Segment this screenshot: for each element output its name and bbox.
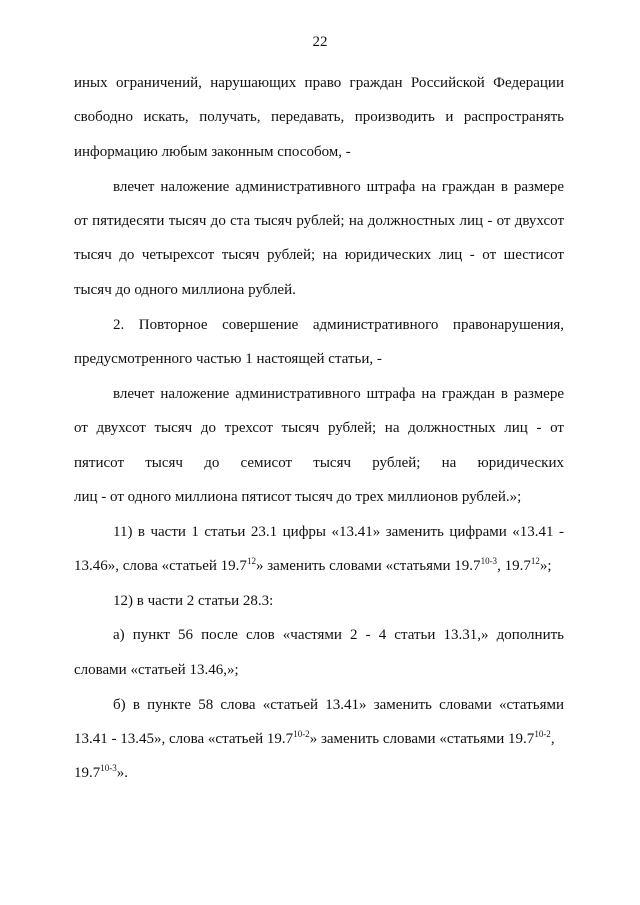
text-line: иных ограничений, нарушающих право граждан Российской Федерации bbox=[74, 75, 564, 91]
text-line: от двухсот тысяч до трехсот тысяч рублей; на должностных лиц - от bbox=[74, 420, 564, 436]
text-segment: 13.41 - 13.45», слова «статьей 19.7 bbox=[74, 731, 294, 747]
text-line: б) в пункте 58 слова «статьей 13.41» заменить словами «статьями bbox=[113, 697, 564, 713]
page-number: 22 bbox=[312, 34, 328, 50]
superscript: 10-3 bbox=[100, 763, 117, 773]
text-line: информацию любым законным способом, - bbox=[74, 144, 351, 160]
superscript: 12 bbox=[530, 556, 540, 566]
superscript: 10-2 bbox=[534, 729, 551, 739]
text-line: влечет наложение административного штрафа на граждан в размере bbox=[113, 179, 564, 195]
text-line: словами «статьей 13.46,»; bbox=[74, 662, 239, 678]
text-segment: 13.46», слова «статьей 19.7 bbox=[74, 558, 247, 574]
text-line bbox=[74, 557, 564, 575]
text-segment: » заменить словами «статьями 19.7 bbox=[255, 558, 481, 574]
superscript: 12 bbox=[246, 556, 256, 566]
text-segment: »; bbox=[539, 558, 552, 574]
superscript: 10-3 bbox=[480, 556, 498, 566]
text-line: пятисот тысяч до семисот тысяч рублей; на юридических bbox=[74, 455, 564, 471]
text-line: тысяч до четырехсот тысяч рублей; на юридических лиц - от шестисот bbox=[74, 247, 564, 263]
text-line: от пятидесяти тысяч до ста тысяч рублей; на должностных лиц - от двухсот bbox=[74, 213, 564, 229]
text-line: а) пункт 56 после слов «частями 2 - 4 статьи 13.31,» дополнить bbox=[113, 627, 564, 643]
text-line: 2. Повторное совершение административного правонарушения, bbox=[113, 317, 564, 333]
text-line: предусмотренного частью 1 настоящей статьи, - bbox=[74, 351, 382, 367]
text-line: лиц - от одного миллиона пятисот тысяч до трех миллионов рублей.»; bbox=[74, 489, 522, 505]
text-line: 12) в части 2 статьи 28.3: bbox=[113, 593, 274, 609]
superscript: 10-2 bbox=[293, 729, 310, 739]
text-segment: ». bbox=[116, 765, 128, 781]
text-line: свободно искать, получать, передавать, производить и распространять bbox=[74, 109, 564, 125]
text-segment: , 19.7 bbox=[497, 558, 531, 574]
text-line: 11) в части 1 статьи 23.1 цифры «13.41» заменить цифрами «13.41 - bbox=[113, 524, 564, 540]
text-line: влечет наложение административного штрафа на граждан в размере bbox=[113, 386, 564, 402]
text-line: тысяч до одного миллиона рублей. bbox=[74, 282, 296, 298]
text-segment: , bbox=[550, 731, 555, 747]
text-line bbox=[74, 764, 564, 782]
text-segment: 19.7 bbox=[74, 765, 101, 781]
text-segment: » заменить словами «статьями 19.7 bbox=[309, 731, 535, 747]
text-line bbox=[74, 730, 564, 748]
